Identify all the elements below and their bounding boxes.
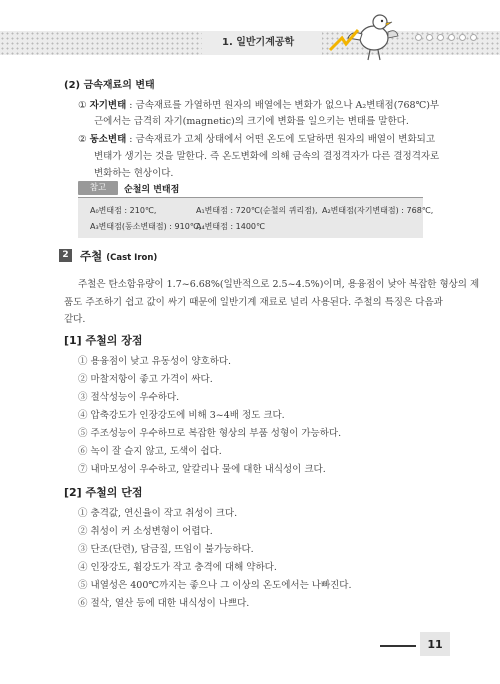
cons-item: ② 취성이 커 소성변형이 어렵다.: [78, 526, 213, 537]
pros-item: ⑦ 내마모성이 우수하고, 알칼리나 물에 대한 내식성이 크다.: [78, 464, 326, 475]
page-number: 11: [420, 632, 450, 656]
page-number-rule: [380, 645, 416, 647]
chapter-title: 1. 일반기계공학: [202, 31, 322, 55]
section-title: 주철 (Cast Iron): [80, 249, 158, 263]
item-magnetic-line1: ① 자기변태 : 금속재료를 가열하면 원자의 배열에는 변화가 없으나 A₂변태점(768℃)부: [78, 100, 440, 111]
cons-item: ① 충격값, 연신율이 작고 취성이 크다.: [78, 508, 238, 519]
pros-item: ④ 압축강도가 인장강도에 비해 3~4배 정도 크다.: [78, 410, 285, 421]
intro-line2: 품도 주조하기 쉽고 값이 싸기 때문에 일반기계 재료로 널리 사용된다. 주철의 특징은 다음과: [64, 297, 443, 308]
term-magnetic: 자기변태: [89, 100, 127, 111]
cons-item: ④ 인장강도, 휨강도가 작고 충격에 대해 약하다.: [78, 562, 277, 573]
cons-item: ③ 단조(단련), 담금질, 뜨임이 불가능하다.: [78, 544, 254, 555]
pros-item: ③ 절삭성능이 우수하다.: [78, 392, 180, 403]
term-allotropic: 동소변태: [89, 134, 127, 145]
reference-title: 순철의 변태점: [124, 185, 180, 195]
pros-item: ⑤ 주조성능이 우수하므로 복잡한 형상의 부품 성형이 가능하다.: [78, 428, 342, 439]
intro-line3: 같다.: [64, 314, 86, 325]
header-dots: [415, 34, 477, 41]
pros-heading: [1] 주철의 장점: [64, 334, 143, 347]
cons-item: ⑤ 내열성은 400℃까지는 좋으나 그 이상의 온도에서는 나빠진다.: [78, 580, 352, 591]
reference-tag: 참고: [78, 181, 118, 195]
cons-item: ⑥ 절삭, 열산 등에 대한 내식성이 나쁘다.: [78, 598, 250, 609]
pros-item: ② 마찰저항이 좋고 가격이 싸다.: [78, 374, 213, 385]
ref-a0: A₀변태점 : 210℃,: [90, 206, 157, 215]
intro-line1: 주철은 탄소함유량이 1.7~6.68%(일반적으로 2.5~4.5%)이며, 용융점이 낮아 복잡한 형상의 제: [78, 279, 480, 290]
pros-item: ① 용융점이 낮고 유동성이 양호하다.: [78, 356, 232, 367]
ref-a3: A₃변태점(동소변태점) : 910℃,: [90, 222, 202, 231]
section-number-badge: 2: [59, 249, 72, 262]
metal-change-heading: (2) 금속재료의 변태: [64, 80, 155, 91]
mascot-illustration: [322, 8, 402, 68]
item-allotropic-line2: 변태가 생기는 것을 말한다. 즉 온도변화에 의해 금속의 결정격자가 다른 결정격자로: [94, 151, 440, 162]
item-allotropic-line1: ② 동소변태 : 금속재료가 고체 상태에서 어떤 온도에 도달하면 원자의 배열이 변화되고: [78, 134, 435, 145]
pros-item: ⑥ 녹이 잘 슬지 않고, 도색이 쉽다.: [78, 446, 222, 457]
item-allotropic-line3: 변화하는 현상이다.: [94, 168, 174, 179]
cons-heading: [2] 주철의 단점: [64, 486, 143, 499]
ref-a4: A₄변태점 : 1400℃: [196, 222, 265, 231]
ref-a1: A₁변태점 : 720℃(순철의 퀴리점),: [196, 206, 318, 215]
item-magnetic-line2: 근에서는 급격히 자기(magnetic)의 크기에 변화를 일으키는 변태를 말한다.: [94, 116, 409, 127]
ref-a2: A₂변태점(자기변태점) : 768℃,: [322, 206, 434, 215]
